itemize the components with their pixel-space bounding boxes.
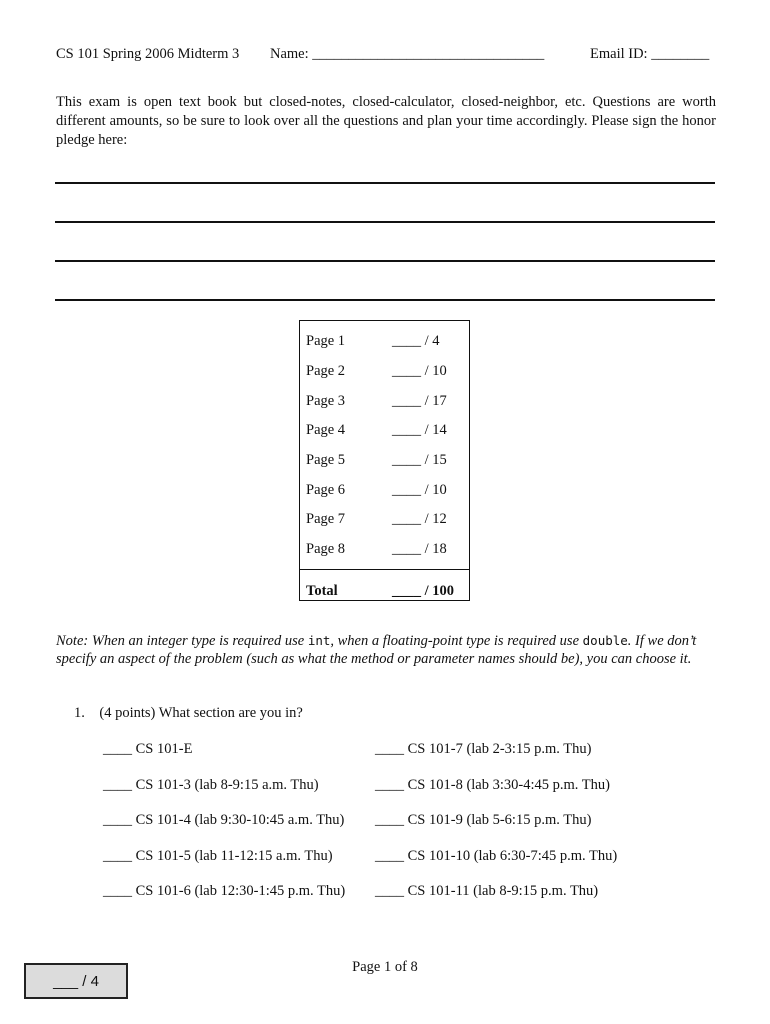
section-option[interactable]: ____ CS 101-9 (lab 5-6:15 p.m. Thu)	[375, 812, 592, 828]
score-table	[299, 320, 470, 601]
score-row-page-3	[306, 393, 463, 413]
score-row-value[interactable]: ____ / 4	[392, 333, 440, 349]
score-row-total	[306, 583, 463, 603]
question-1: 1. (4 points) What section are you in?	[74, 705, 303, 721]
score-row-value[interactable]: ____ / 10	[392, 363, 447, 379]
total-value[interactable]: ____ / 100	[392, 583, 455, 599]
score-row-label: Page 7	[306, 511, 346, 527]
score-row-page-4	[306, 422, 463, 442]
code-double: double	[582, 633, 628, 648]
score-row-value[interactable]: ____ / 17	[392, 393, 447, 409]
note-text: . If we don’t specify an aspect of the problem (such as what the method or parameter names should be), you can choose it.	[56, 633, 697, 667]
score-row-page-7	[306, 511, 463, 531]
score-row-page-5	[306, 452, 463, 472]
score-row-value[interactable]: ____ / 15	[392, 452, 447, 468]
score-row-value[interactable]: ____ / 10	[392, 482, 447, 498]
score-row-label: Page 8	[306, 541, 346, 557]
exam-title: CS 101 Spring 2006 Midterm 3	[56, 46, 240, 62]
score-row-label: Page 4	[306, 422, 346, 438]
honor-pledge-line-1[interactable]	[55, 182, 715, 184]
section-option[interactable]: ____ CS 101-4 (lab 9:30-10:45 a.m. Thu)	[103, 812, 345, 828]
score-row-value[interactable]: ____ / 18	[392, 541, 447, 557]
section-option[interactable]: ____ CS 101-5 (lab 11-12:15 a.m. Thu)	[103, 848, 333, 864]
section-option[interactable]: ____ CS 101-E	[103, 741, 193, 757]
honor-pledge-line-4[interactable]	[55, 299, 715, 301]
email-id-field[interactable]: Email ID: ________	[590, 46, 710, 62]
exam-instructions: This exam is open text book but closed-notes, closed-calculator, closed-neighbor, etc. Questions are worth different amounts, so be sure to look over all the questions and plan your time accordingly. Please sign the honor pledge here:	[56, 94, 716, 148]
score-row-page-1	[306, 333, 463, 353]
honor-pledge-line-2[interactable]	[55, 221, 715, 223]
score-row-page-6	[306, 482, 463, 502]
score-row-label: Page 2	[306, 363, 346, 379]
type-note	[56, 632, 718, 668]
total-label: Total	[306, 583, 338, 599]
score-row-value[interactable]: ____ / 12	[392, 511, 447, 527]
score-row-page-8	[306, 541, 463, 561]
note-text: , when a floating-point type is required use	[330, 633, 583, 649]
name-field[interactable]: Name: ________________________________	[270, 46, 545, 62]
score-row-label: Page 3	[306, 393, 346, 409]
honor-pledge-line-3[interactable]	[55, 260, 715, 262]
code-int: int	[307, 633, 331, 648]
score-row-label: Page 1	[306, 333, 346, 349]
section-option[interactable]: ____ CS 101-10 (lab 6:30-7:45 p.m. Thu)	[375, 848, 618, 864]
section-option[interactable]: ____ CS 101-8 (lab 3:30-4:45 p.m. Thu)	[375, 777, 610, 793]
section-option[interactable]: ____ CS 101-11 (lab 8-9:15 p.m. Thu)	[375, 883, 599, 899]
score-row-value[interactable]: ____ / 14	[392, 422, 447, 438]
page-score-box[interactable]: ___ / 4	[24, 963, 128, 999]
note-text: Note: When an integer type is required use	[56, 633, 308, 649]
page-number: Page 1 of 8	[352, 959, 418, 975]
score-row-label: Page 5	[306, 452, 346, 468]
total-divider	[300, 569, 469, 570]
score-row-page-2	[306, 363, 463, 383]
section-option[interactable]: ____ CS 101-6 (lab 12:30-1:45 p.m. Thu)	[103, 883, 346, 899]
score-row-label: Page 6	[306, 482, 346, 498]
section-option[interactable]: ____ CS 101-7 (lab 2-3:15 p.m. Thu)	[375, 741, 592, 757]
section-option[interactable]: ____ CS 101-3 (lab 8-9:15 a.m. Thu)	[103, 777, 319, 793]
